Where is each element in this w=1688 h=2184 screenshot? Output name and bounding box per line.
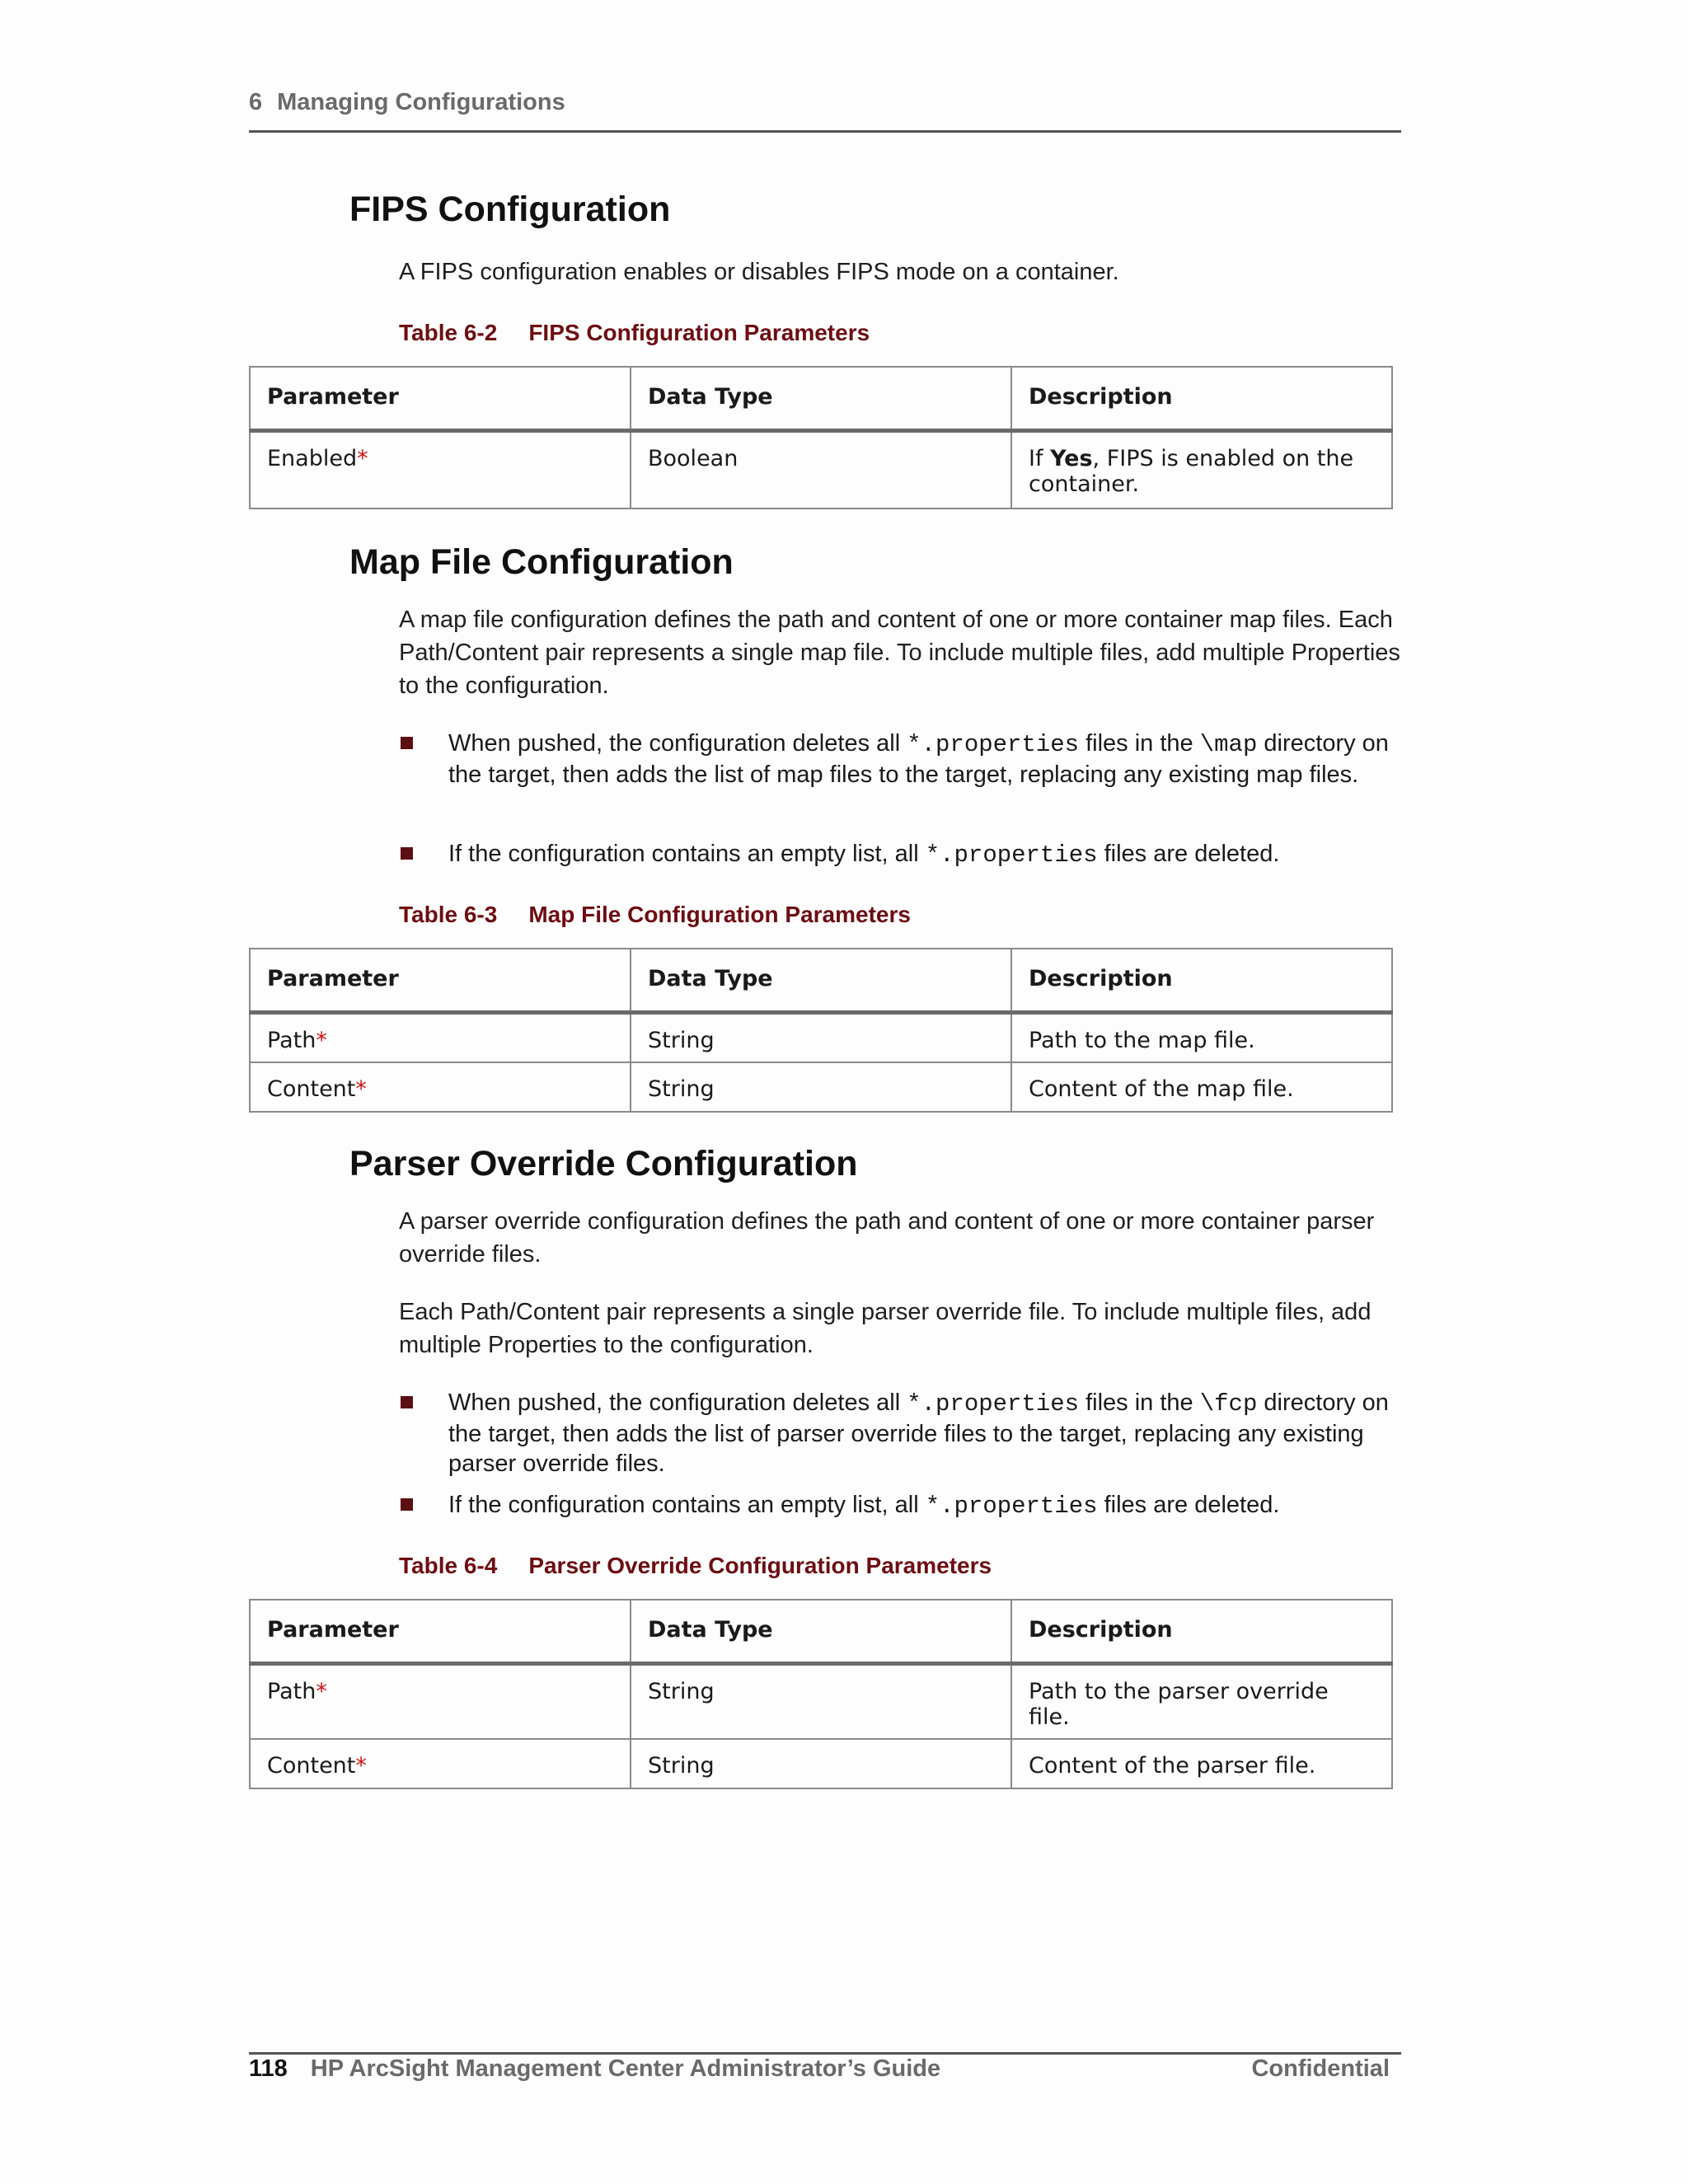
column-header: Data Type <box>631 367 1011 431</box>
column-header: Description <box>1011 1600 1392 1664</box>
table-label: Table 6-4 <box>399 1553 498 1578</box>
table-row <box>250 1664 1392 1740</box>
parser-parameters-table <box>249 1599 1393 1789</box>
type-cell: Boolean <box>631 431 1011 509</box>
type-cell: String <box>631 1664 1011 1740</box>
table-row <box>250 1013 1392 1063</box>
table-row <box>250 431 1392 509</box>
required-marker: * <box>316 1028 327 1053</box>
required-marker: * <box>355 1076 367 1102</box>
mapfile-bullet-2 <box>399 839 1404 870</box>
column-header: Parameter <box>250 949 631 1013</box>
code-text: \fcp <box>1199 1390 1258 1418</box>
desc-bold: Yes <box>1050 446 1093 471</box>
chapter-header <box>249 89 1401 133</box>
parser-section-title: Parser Override Configuration <box>349 1144 858 1183</box>
parameter-name: Enabled <box>267 446 358 471</box>
parameter-cell <box>250 1013 631 1063</box>
column-header: Description <box>1011 949 1392 1013</box>
bullet-square-icon <box>401 737 413 749</box>
parameter-name: Path <box>267 1028 316 1053</box>
parameter-cell <box>250 431 631 509</box>
code-text: *.properties <box>907 1390 1080 1418</box>
type-cell: String <box>631 1062 1011 1112</box>
table-row <box>250 1739 1392 1788</box>
type-cell: String <box>631 1013 1011 1063</box>
table-header-row <box>250 1600 1392 1664</box>
description-cell: Path to the parser override file. <box>1011 1664 1392 1740</box>
parameter-name: Path <box>267 1679 316 1704</box>
bullet-text: files are deleted. <box>1097 1492 1280 1518</box>
chapter-title: Managing Configurations <box>277 89 565 115</box>
required-marker: * <box>316 1679 327 1704</box>
bullet-square-icon <box>401 1396 413 1408</box>
table-title: Map File Configuration Parameters <box>528 902 911 927</box>
parser-bullet-1 <box>399 1388 1404 1479</box>
parser-table-caption <box>399 1553 992 1579</box>
fips-intro: A FIPS configuration enables or disables FIPS mode on a container. <box>399 259 1119 285</box>
bullet-text: When pushed, the configuration deletes all <box>448 1390 907 1416</box>
bullet-text: When pushed, the configuration deletes all <box>448 730 907 757</box>
bullet-text: files in the <box>1079 730 1200 757</box>
required-marker: * <box>357 446 368 471</box>
column-header: Data Type <box>631 1600 1011 1664</box>
code-text: *.properties <box>925 1493 1098 1520</box>
chapter-number: 6 <box>249 89 263 115</box>
parser-bullet-2 <box>399 1490 1404 1521</box>
mapfile-section-title: Map File Configuration <box>349 542 734 582</box>
table-label: Table 6-2 <box>399 320 498 345</box>
bullet-text: If the configuration contains an empty list, all <box>448 1492 926 1518</box>
mapfile-table-caption <box>399 902 911 928</box>
column-header: Description <box>1011 367 1392 431</box>
type-cell: String <box>631 1739 1011 1788</box>
fips-section-title: FIPS Configuration <box>349 190 671 229</box>
table-title: FIPS Configuration Parameters <box>528 320 870 345</box>
parameter-cell <box>250 1062 631 1112</box>
fips-parameters-table <box>249 366 1393 509</box>
description-cell <box>1011 431 1392 509</box>
required-marker: * <box>355 1753 367 1779</box>
mapfile-intro: A map file configuration defines the path and content of one or more container map files. Each Path/Content pair represents a single map file. To include multiple files, add multiple Properties to the configuration. <box>399 607 1400 699</box>
desc-text: If <box>1029 446 1051 471</box>
parameter-cell <box>250 1739 631 1788</box>
code-text: *.properties <box>925 841 1098 869</box>
parameter-name: Content <box>267 1753 356 1779</box>
desc-text: , FIPS is enabled on the container. <box>1029 446 1354 497</box>
parser-intro-2: Each Path/Content pair represents a single parser override file. To include multiple files, add multiple Properties to the configuration. <box>399 1299 1372 1358</box>
description-cell: Content of the map file. <box>1011 1062 1392 1112</box>
bullet-text: files in the <box>1079 1390 1200 1416</box>
code-text: *.properties <box>907 731 1080 758</box>
bullet-text: If the configuration contains an empty list, all <box>448 841 926 867</box>
mapfile-parameters-table <box>249 948 1393 1113</box>
table-header-row <box>250 367 1392 431</box>
page-number: 118 <box>249 2055 288 2082</box>
mapfile-bullet-1 <box>399 729 1404 790</box>
bullet-square-icon <box>401 1498 413 1511</box>
parameter-name: Content <box>267 1076 356 1102</box>
table-header-row <box>250 949 1392 1013</box>
column-header: Parameter <box>250 1600 631 1664</box>
parser-intro-1: A parser override configuration defines the path and content of one or more container parser override files. <box>399 1208 1375 1268</box>
fips-table-caption <box>399 320 870 346</box>
column-header: Data Type <box>631 949 1011 1013</box>
bullet-text: files are deleted. <box>1097 841 1280 867</box>
bullet-square-icon <box>401 847 413 860</box>
description-cell: Path to the map file. <box>1011 1013 1392 1063</box>
footer-classification: Confidential <box>1251 2055 1390 2082</box>
bullet-text: directory on the target, then adds the list of parser override files to the target, replacing any existing parser override files. <box>448 1390 1389 1477</box>
table-row <box>250 1062 1392 1112</box>
table-label: Table 6-3 <box>399 902 498 927</box>
code-text: \map <box>1199 731 1258 758</box>
column-header: Parameter <box>250 367 631 431</box>
parameter-cell <box>250 1664 631 1740</box>
table-title: Parser Override Configuration Parameters <box>528 1553 992 1578</box>
footer-left <box>249 2055 940 2083</box>
book-title: HP ArcSight Management Center Administrator’s Guide <box>310 2055 941 2082</box>
description-cell: Content of the parser file. <box>1011 1739 1392 1788</box>
footer-divider <box>249 2052 1401 2055</box>
bullet-text: directory on the target, then adds the list of map files to the target, replacing any existing map files. <box>448 730 1389 788</box>
